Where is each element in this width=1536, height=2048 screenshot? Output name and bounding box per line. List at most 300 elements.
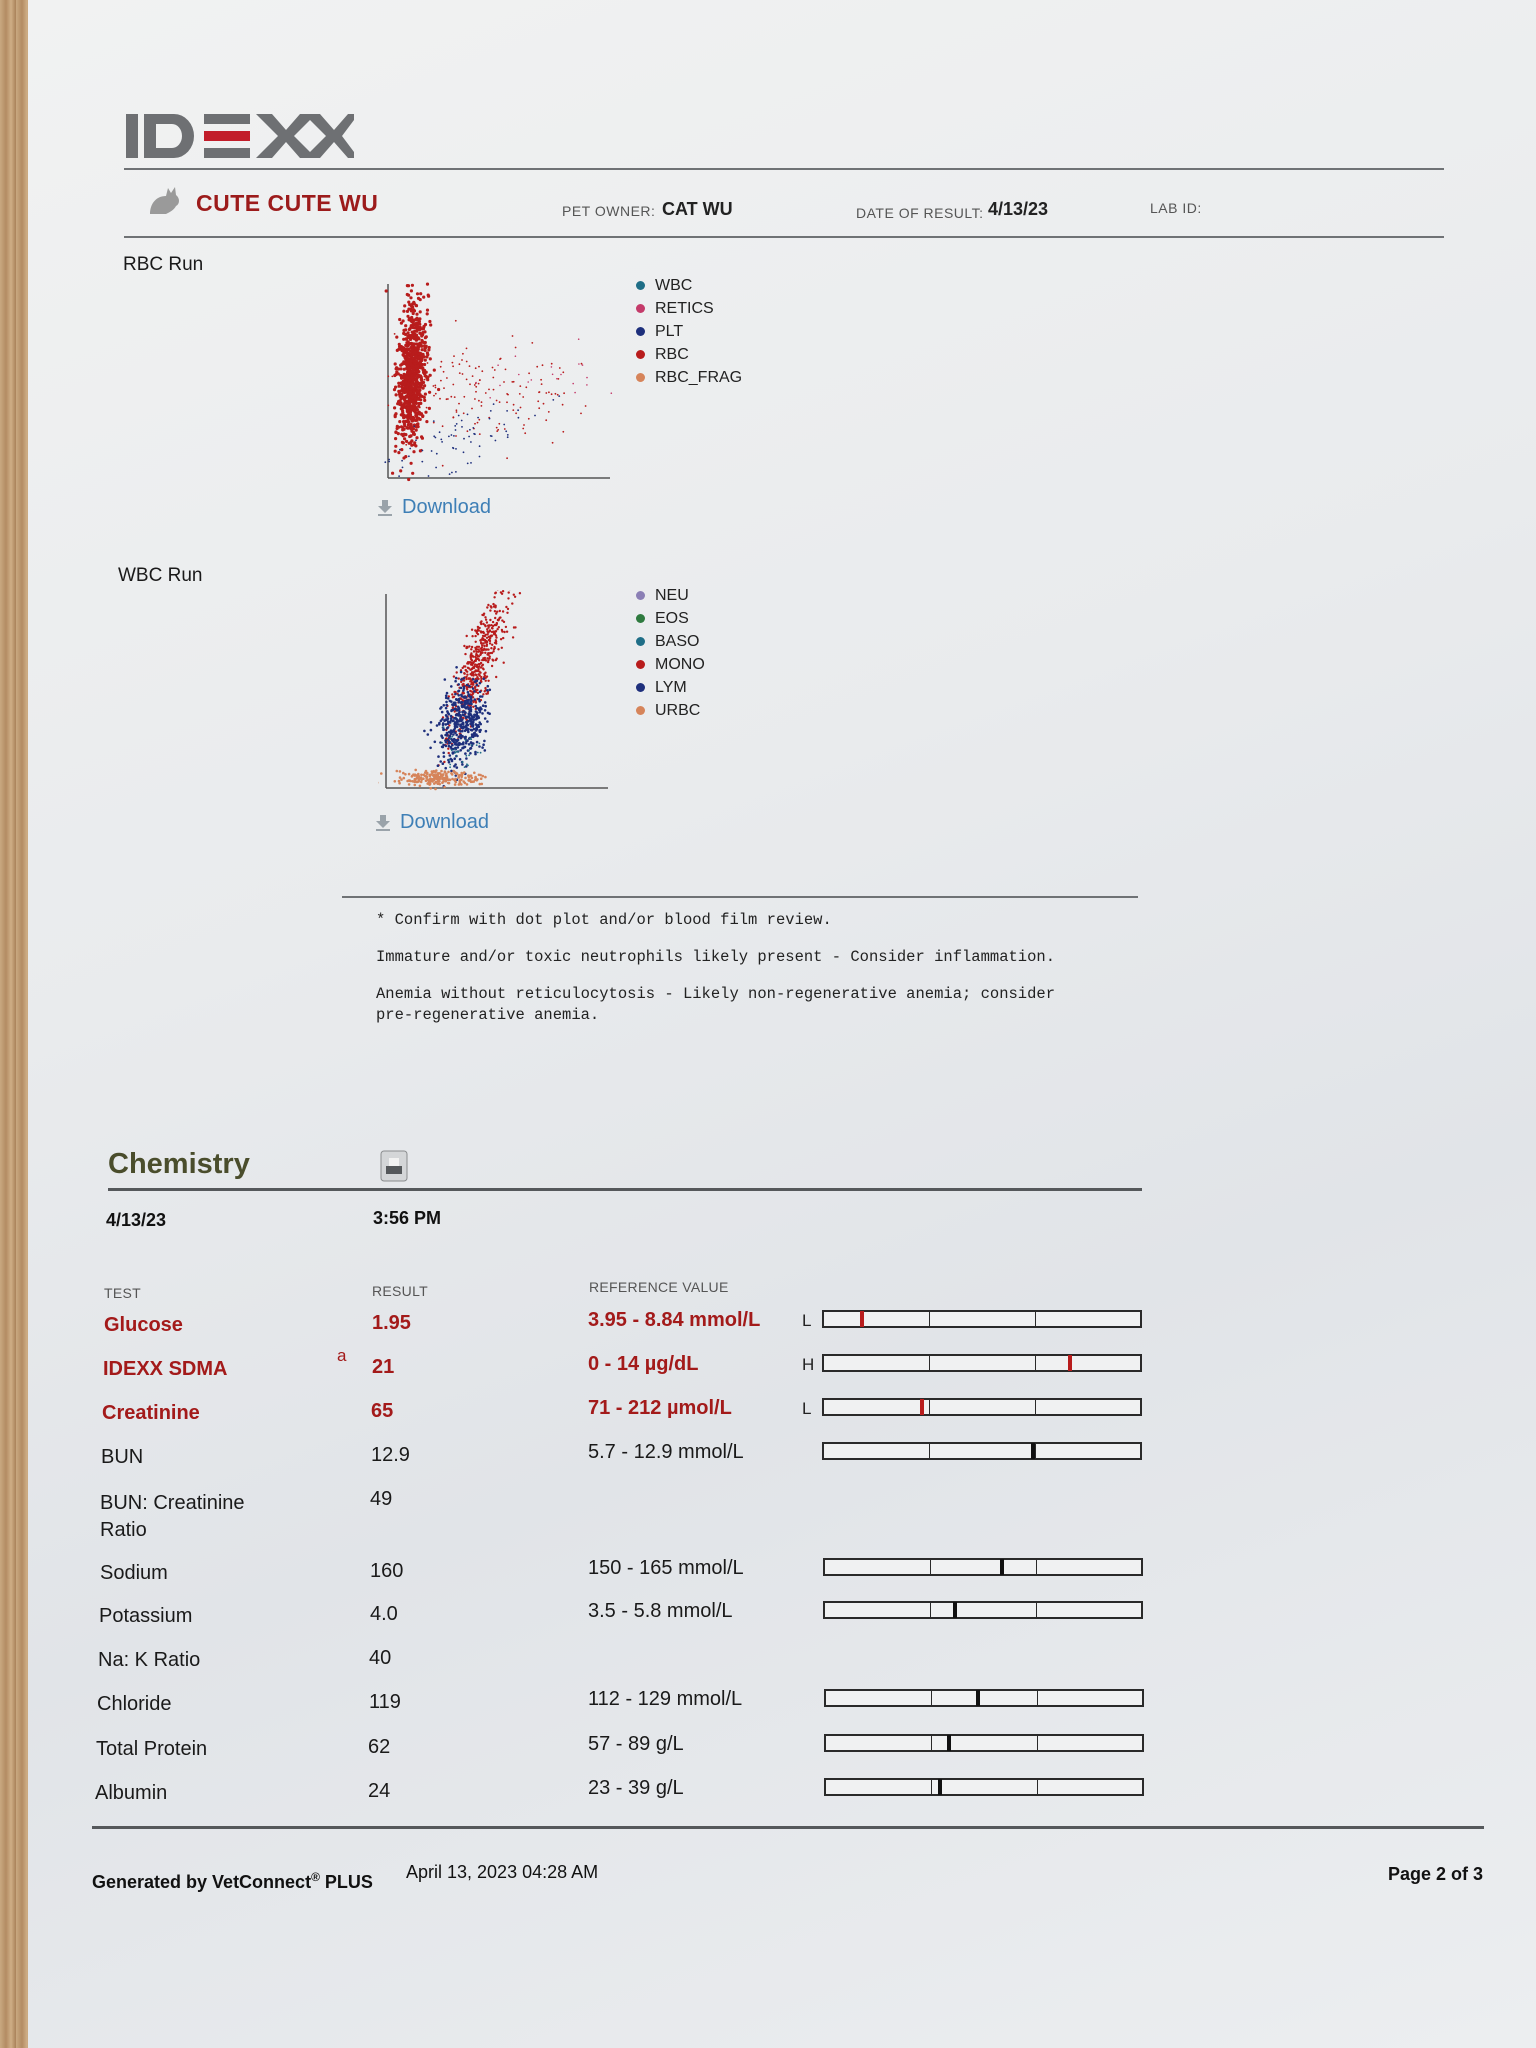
- plot-point: [414, 318, 417, 321]
- plot-point: [585, 405, 587, 407]
- plot-point: [412, 312, 415, 315]
- plot-point: [413, 378, 416, 381]
- generated-by: [92, 1870, 373, 1893]
- range-flag: H: [802, 1355, 815, 1374]
- lab-id-label: LAB ID:: [1150, 200, 1202, 216]
- plot-point: [408, 773, 411, 776]
- plot-point: [499, 610, 501, 612]
- plot-point: [478, 366, 480, 368]
- plot-point: [408, 779, 411, 782]
- rbc-run-label: RBC Run: [123, 254, 204, 275]
- plot-point: [487, 685, 490, 688]
- plot-point: [465, 757, 468, 760]
- plot-point: [492, 650, 494, 652]
- plot-point: [468, 685, 471, 688]
- plot-point: [410, 405, 413, 408]
- plot-point: [464, 702, 467, 705]
- plot-point: [416, 371, 418, 373]
- plot-point: [471, 408, 473, 410]
- plot-point: [464, 752, 467, 755]
- plot-point: [398, 345, 401, 348]
- plot-point: [464, 673, 466, 675]
- plot-point: [478, 383, 480, 385]
- plot-point: [394, 780, 397, 783]
- result-marker: [1068, 1355, 1072, 1371]
- plot-point: [503, 631, 505, 633]
- reference-range: 5.7 - 12.9 mmol/L: [588, 1441, 744, 1463]
- range-divider: [929, 1312, 930, 1326]
- plot-point: [408, 455, 410, 457]
- plot-point: [467, 463, 469, 465]
- note-neutrophils: Immature and/or toxic neutrophils likely present - Consider inflammation.: [376, 948, 1056, 966]
- plot-point: [512, 335, 514, 337]
- plot-point: [482, 614, 484, 616]
- plot-point: [465, 729, 468, 732]
- plot-point: [461, 718, 464, 721]
- plot-point: [562, 404, 564, 406]
- plot-point: [401, 349, 404, 352]
- plot-point: [463, 645, 465, 647]
- plot-point: [380, 772, 383, 775]
- plot-point: [407, 331, 410, 334]
- plot-point: [424, 349, 427, 352]
- plot-point: [490, 410, 492, 412]
- plot-point: [513, 404, 515, 406]
- legend-dot: [636, 327, 645, 336]
- plot-point: [468, 750, 470, 752]
- plot-point: [465, 669, 467, 671]
- plot-point: [462, 683, 464, 685]
- plot-point: [484, 687, 486, 689]
- plot-point: [552, 442, 554, 444]
- plot-point: [563, 392, 565, 394]
- plot-point: [447, 726, 450, 729]
- plot-point: [404, 344, 407, 347]
- plot-point: [415, 373, 417, 375]
- plot-point: [457, 729, 460, 732]
- plot-point: [421, 331, 424, 334]
- plot-point: [403, 422, 406, 425]
- generated-suffix: PLUS: [319, 1872, 373, 1892]
- plot-point: [454, 752, 456, 754]
- plot-point: [412, 394, 415, 397]
- plot-point: [545, 392, 547, 394]
- plot-point: [438, 723, 441, 726]
- plot-point: [451, 760, 454, 763]
- plot-point: [406, 310, 409, 313]
- legend-label: BASO: [655, 632, 700, 650]
- result-marker: [920, 1399, 924, 1415]
- plot-point: [462, 689, 465, 692]
- plot-point: [484, 635, 486, 637]
- rbc-download-label: Download: [402, 496, 491, 518]
- plot-point: [507, 608, 509, 610]
- generated-timestamp: April 13, 2023 04:28 AM: [406, 1862, 599, 1882]
- plot-point: [442, 425, 444, 427]
- plot-point: [481, 370, 483, 372]
- plot-point: [472, 687, 475, 690]
- plot-point: [445, 723, 448, 726]
- plot-point: [496, 628, 498, 630]
- plot-point: [491, 627, 493, 629]
- plot-point: [478, 627, 480, 629]
- plot-point: [484, 672, 486, 674]
- plot-point: [519, 393, 521, 395]
- reference-range: 112 - 129 mmol/L: [588, 1688, 743, 1710]
- plot-point: [582, 364, 584, 366]
- plot-point: [455, 734, 458, 737]
- plot-point: [448, 759, 450, 761]
- plot-point: [497, 648, 499, 650]
- plot-point: [454, 680, 457, 683]
- plot-point: [419, 298, 422, 301]
- range-divider: [1035, 1312, 1036, 1326]
- plot-point: [439, 760, 442, 763]
- plot-point: [465, 678, 467, 680]
- plot-point: [474, 433, 476, 435]
- plot-point: [456, 720, 459, 723]
- reference-range-bar: [822, 1398, 1142, 1416]
- plot-point: [470, 708, 473, 711]
- plot-point: [421, 348, 424, 351]
- plot-point: [494, 610, 496, 612]
- plot-point: [407, 284, 410, 287]
- plot-point: [401, 411, 404, 414]
- plot-point: [426, 772, 429, 775]
- plot-point: [465, 739, 467, 741]
- plot-point: [490, 647, 492, 649]
- plot-point: [484, 659, 486, 661]
- wbc-download-link[interactable]: [376, 811, 489, 834]
- plot-point: [474, 635, 476, 637]
- plot-point: [470, 662, 472, 664]
- test-result: 160: [370, 1560, 404, 1582]
- plot-point: [489, 637, 491, 639]
- plot-point: [456, 409, 458, 411]
- plot-point: [445, 707, 448, 710]
- reference-range-bar: [823, 1601, 1143, 1619]
- plot-point: [470, 654, 472, 656]
- plot-point: [454, 763, 457, 766]
- plot-point: [611, 392, 613, 394]
- plot-point: [474, 751, 477, 754]
- plot-point: [461, 704, 464, 707]
- plot-point: [421, 368, 424, 371]
- plot-point: [406, 352, 409, 355]
- plot-point: [463, 677, 466, 680]
- plot-point: [467, 765, 469, 767]
- plot-point: [447, 711, 450, 714]
- plot-point: [494, 592, 496, 594]
- reference-range-bar: [822, 1442, 1142, 1460]
- plot-point: [512, 636, 514, 638]
- plot-point: [482, 775, 485, 778]
- plot-point: [469, 752, 472, 755]
- plot-point: [464, 777, 467, 780]
- plot-point: [483, 648, 485, 650]
- range-divider: [1037, 1691, 1038, 1705]
- plot-point: [480, 621, 482, 623]
- plot-point: [398, 475, 400, 477]
- plot-point: [420, 378, 423, 381]
- plot-point: [485, 693, 487, 695]
- legend-label: WBC: [655, 276, 693, 294]
- plot-point: [508, 591, 510, 593]
- plot-point: [407, 383, 410, 386]
- legend-dot: [636, 281, 645, 290]
- test-result: 1.95: [372, 1312, 411, 1334]
- range-divider: [1035, 1400, 1036, 1414]
- plot-point: [484, 652, 486, 654]
- plot-point: [487, 648, 489, 650]
- plot-point: [399, 367, 402, 370]
- plot-point: [488, 624, 490, 626]
- rbc-run-legend: [636, 274, 742, 389]
- plot-point: [456, 713, 459, 716]
- plot-point: [493, 646, 495, 648]
- plot-point: [449, 473, 451, 475]
- plot-point: [495, 440, 497, 442]
- plot-point: [490, 624, 492, 626]
- plot-point: [394, 430, 397, 433]
- printer-icon[interactable]: [380, 1150, 408, 1182]
- plot-point: [486, 637, 488, 639]
- plot-point: [453, 435, 455, 437]
- legend-label: RETICS: [655, 299, 714, 317]
- plot-point: [419, 362, 422, 365]
- plot-point: [394, 437, 397, 440]
- plot-point: [415, 313, 418, 316]
- plot-point: [457, 746, 460, 749]
- plot-point: [477, 417, 479, 419]
- plot-point: [536, 366, 538, 368]
- plot-point: [397, 372, 400, 375]
- plot-point: [494, 633, 496, 635]
- plot-point: [445, 773, 448, 776]
- plot-point: [419, 785, 422, 788]
- plot-point: [403, 396, 406, 399]
- plot-point: [461, 701, 464, 704]
- plot-point: [473, 661, 475, 663]
- legend-label: NEU: [655, 586, 689, 604]
- plot-point: [460, 737, 463, 740]
- plot-point: [417, 373, 420, 376]
- plot-point: [478, 400, 480, 402]
- plot-point: [433, 369, 436, 372]
- plot-point: [461, 426, 463, 428]
- plot-point: [473, 772, 476, 775]
- plot-point: [444, 770, 447, 773]
- plot-point: [430, 721, 433, 724]
- plot-point: [443, 387, 445, 389]
- plot-point: [539, 391, 541, 393]
- chemistry-title: Chemistry: [108, 1148, 250, 1180]
- rbc-legend-item: [636, 320, 742, 343]
- plot-point: [454, 425, 456, 427]
- plot-point: [411, 472, 414, 475]
- plot-point: [487, 661, 489, 663]
- plot-point: [443, 786, 446, 789]
- result-marker: [947, 1735, 951, 1751]
- plot-point: [397, 382, 400, 385]
- column-header-reference: REFERENCE VALUE: [589, 1279, 729, 1295]
- plot-point: [436, 724, 439, 727]
- plot-point: [436, 453, 438, 455]
- plot-point: [406, 293, 409, 296]
- plot-point: [405, 444, 407, 446]
- plot-point: [405, 405, 407, 407]
- plot-point: [455, 471, 457, 473]
- plot-point: [395, 393, 398, 396]
- plot-point: [410, 289, 413, 292]
- plot-point: [446, 734, 449, 737]
- plot-point: [523, 424, 525, 426]
- plot-point: [448, 752, 450, 754]
- plot-point: [419, 407, 421, 409]
- test-result: 119: [369, 1691, 401, 1713]
- plot-point: [402, 332, 405, 335]
- plot-point: [484, 709, 487, 712]
- plot-point: [485, 619, 487, 621]
- plot-point: [416, 292, 419, 295]
- plot-point: [459, 372, 461, 374]
- plot-point: [484, 776, 487, 779]
- rbc-run-dotplot: [380, 280, 620, 485]
- plot-point: [426, 407, 428, 409]
- plot-point: [410, 319, 413, 322]
- plot-point: [454, 749, 456, 751]
- plot-point: [415, 439, 417, 441]
- plot-point: [476, 712, 479, 715]
- plot-point: [451, 744, 454, 747]
- plot-point: [424, 379, 426, 381]
- plot-point: [438, 772, 441, 775]
- plot-point: [475, 386, 477, 388]
- plot-point: [451, 472, 453, 474]
- plot-point: [484, 675, 486, 677]
- plot-point: [437, 782, 440, 785]
- chemistry-rule: [108, 1188, 1142, 1191]
- plot-point: [537, 400, 539, 402]
- plot-point: [474, 673, 476, 675]
- wbc-run-legend: [636, 584, 705, 722]
- plot-point: [424, 336, 427, 339]
- plot-point: [424, 411, 427, 414]
- plot-point: [455, 448, 457, 450]
- plot-point: [429, 357, 432, 360]
- plot-point: [499, 385, 501, 387]
- plot-point: [429, 747, 432, 750]
- plot-point: [437, 776, 440, 779]
- plot-point: [481, 783, 484, 786]
- plot-point: [459, 749, 462, 752]
- plot-point: [475, 727, 478, 730]
- plot-point: [440, 439, 442, 441]
- legend-label: EOS: [655, 609, 689, 627]
- plot-point: [402, 319, 405, 322]
- plot-point: [398, 780, 401, 783]
- plot-point: [490, 635, 492, 637]
- plot-point: [487, 680, 489, 682]
- plot-point: [474, 398, 476, 400]
- plot-point: [424, 323, 427, 326]
- plot-point: [470, 698, 473, 701]
- plot-point: [474, 776, 477, 779]
- plot-point: [452, 709, 455, 712]
- plot-point: [449, 754, 452, 757]
- plot-point: [445, 697, 448, 700]
- plot-point: [501, 647, 503, 649]
- registered-mark: ®: [311, 1870, 320, 1884]
- plot-point: [414, 414, 417, 417]
- plot-point: [418, 775, 421, 778]
- result-marker: [860, 1311, 864, 1327]
- plot-point: [558, 395, 560, 397]
- plot-point: [484, 625, 486, 627]
- plot-point: [422, 355, 425, 358]
- plot-point: [427, 733, 430, 736]
- plot-point: [403, 777, 406, 780]
- rbc-legend-item: [636, 297, 742, 320]
- plot-point: [420, 774, 423, 777]
- plot-point: [437, 764, 440, 767]
- plot-point: [450, 396, 452, 398]
- plot-point: [462, 353, 464, 355]
- plot-point: [487, 654, 489, 656]
- plot-point: [429, 323, 432, 326]
- plot-point: [398, 318, 401, 321]
- plot-point: [517, 409, 519, 411]
- test-result: 4.0: [370, 1603, 398, 1625]
- plot-point: [483, 645, 485, 647]
- rbc-download-link[interactable]: [378, 496, 491, 519]
- plot-point: [491, 644, 493, 646]
- plot-point: [511, 602, 513, 604]
- plot-point: [485, 680, 487, 682]
- range-divider: [931, 1736, 932, 1750]
- legend-label: URBC: [655, 701, 701, 719]
- plot-point: [476, 707, 479, 710]
- plot-point: [458, 774, 461, 777]
- plot-point: [476, 741, 479, 744]
- plot-point: [440, 770, 443, 773]
- legend-dot: [636, 614, 645, 623]
- rbc-legend-item: [636, 274, 742, 297]
- plot-point: [448, 745, 451, 748]
- plot-point: [461, 761, 463, 763]
- plot-point: [411, 284, 414, 287]
- plot-point: [477, 752, 479, 754]
- plot-point: [481, 649, 483, 651]
- plot-point: [421, 395, 424, 398]
- range-flag: L: [802, 1311, 812, 1330]
- plot-point: [520, 407, 522, 409]
- plot-point: [461, 420, 463, 422]
- plot-point: [409, 326, 412, 329]
- plot-point: [441, 711, 444, 714]
- plot-point: [441, 361, 443, 363]
- plot-point: [486, 657, 488, 659]
- plot-point: [412, 773, 415, 776]
- plot-point: [419, 402, 422, 405]
- plot-point: [481, 405, 483, 407]
- plot-point: [442, 746, 445, 749]
- test-result: 12.9: [371, 1444, 410, 1466]
- wbc-download-label: Download: [400, 811, 489, 833]
- plot-point: [498, 626, 500, 628]
- plot-point: [430, 779, 433, 782]
- plot-point: [478, 745, 481, 748]
